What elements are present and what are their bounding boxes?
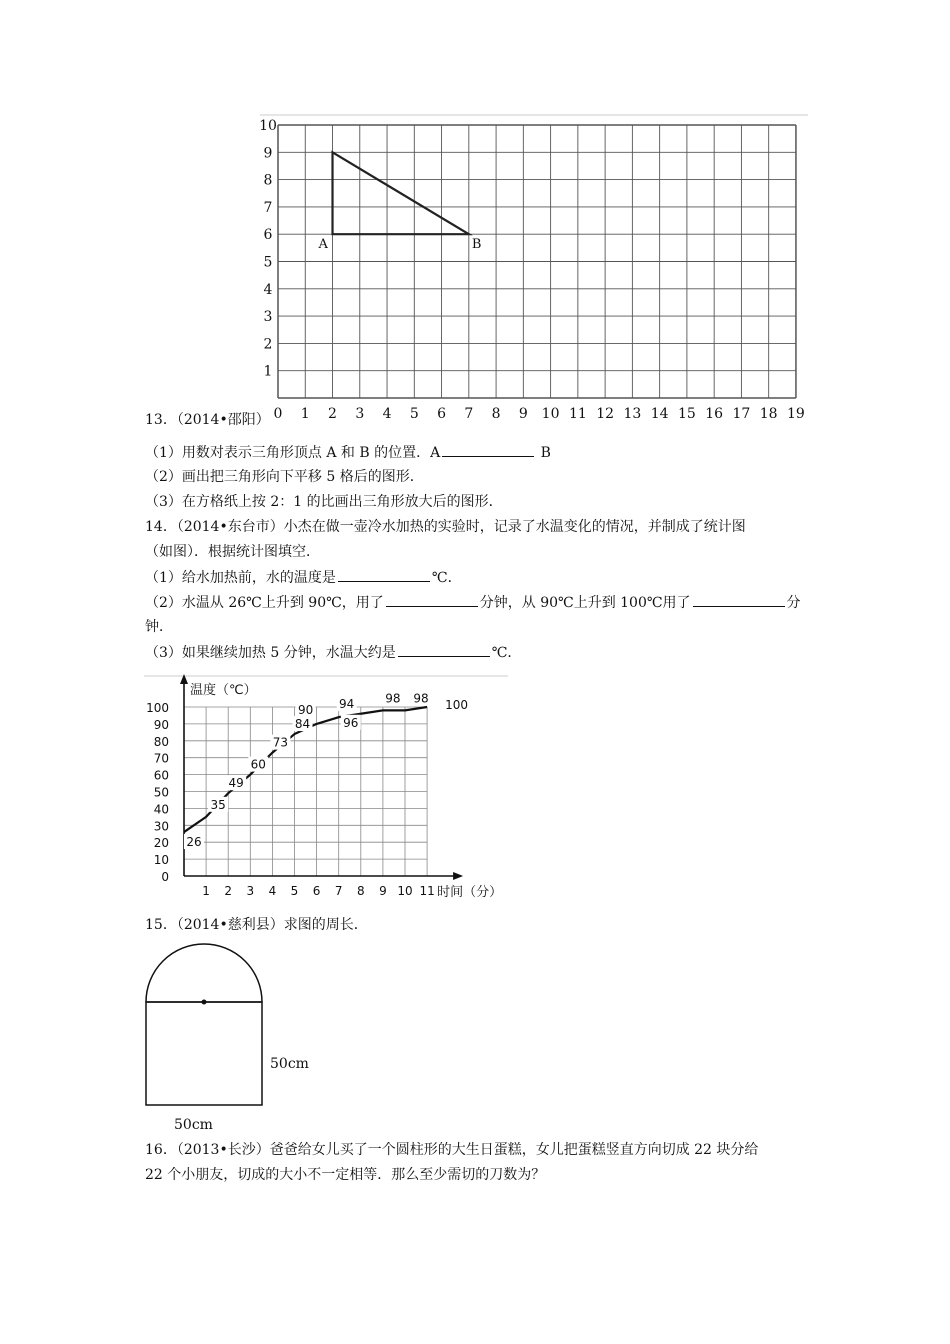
q13-header: 13．（2014•邵阳）: [145, 412, 270, 428]
data-label: 26: [186, 835, 202, 850]
y-tick-label: 100: [146, 701, 169, 715]
answer-blank[interactable]: [338, 567, 430, 582]
q14-line2: （如图）．根据统计图填空．: [145, 544, 320, 560]
x-tick-label: 18: [759, 406, 778, 422]
q13-part3: （3）在方格纸上按 2：1 的比画出三角形放大后的图形．: [145, 494, 503, 510]
q14-part1-text: （1）给水加热前，水的温度是: [145, 570, 336, 586]
data-label: 90: [297, 702, 314, 717]
q14-part2-cont: 钟．: [145, 619, 173, 635]
y-tick-label: 70: [153, 751, 169, 766]
semicircle-arc: [146, 944, 262, 1002]
x-axis-title: 时间（分）: [437, 885, 503, 900]
q13-part1-suffix: B: [536, 445, 551, 461]
x-tick-label: 17: [732, 406, 751, 422]
y-tick-label: 10: [153, 853, 169, 868]
triangle-shape: [333, 152, 469, 234]
y-axis-title: 温度（℃）: [190, 683, 257, 698]
x-tick-label: 1: [300, 406, 310, 422]
q14-part1: [145, 567, 462, 588]
point-b-label: B: [471, 237, 482, 253]
q13-part1-text: （1）用数对表示三角形顶点 A 和 B 的位置．A: [145, 445, 441, 461]
x-tick-label: 7: [464, 406, 474, 422]
y-tick-label: 90: [153, 717, 169, 732]
data-label: 98: [413, 691, 429, 706]
data-label: 60: [250, 757, 266, 772]
x-tick-label: 5: [290, 884, 299, 898]
data-label: 98: [385, 691, 401, 706]
data-label: 35: [210, 797, 226, 812]
q14-part1-suffix: ℃．: [431, 570, 462, 586]
x-tick-label: 11: [419, 884, 435, 898]
x-tick-label: 9: [379, 884, 387, 898]
data-label: 84: [294, 717, 311, 732]
point-a-label: A: [318, 237, 328, 253]
y-tick-label: 9: [263, 145, 273, 162]
x-tick-label: 5: [409, 406, 419, 422]
q13-part1: [145, 442, 551, 463]
x-tick-label: 8: [356, 884, 365, 898]
width-label: 50cm: [174, 1117, 213, 1133]
q16-line2: 22 个小朋友，切成的大小不一定相等．那么至少需切的刀数为？: [145, 1167, 546, 1183]
x-tick-label: 3: [355, 406, 365, 422]
q14-part3: [145, 642, 521, 663]
q14-part2-text: （2）水温从 26℃上升到 90℃，用了: [145, 595, 384, 611]
q14-part2-mid: 分钟，从 90℃上升到 100℃用了: [479, 595, 691, 611]
y-tick-label: 60: [153, 768, 169, 783]
data-label: 49: [228, 776, 244, 791]
height-label: 50cm: [270, 1056, 309, 1072]
answer-blank[interactable]: [442, 442, 534, 457]
y-tick-label: 1: [263, 363, 273, 380]
x-tick-label: 2: [224, 884, 233, 898]
x-tick-label: 0: [273, 406, 283, 422]
data-label: 100: [445, 698, 469, 712]
y-tick-label: 5: [263, 254, 273, 271]
answer-blank[interactable]: [693, 592, 785, 607]
x-tick-label: 2: [328, 406, 337, 422]
data-label: 94: [339, 697, 355, 712]
x-tick-label: 16: [705, 406, 724, 422]
q13-part2: （2）画出把三角形向下平移 5 格后的图形．: [145, 469, 424, 485]
x-tick-label: 4: [382, 406, 392, 422]
x-tick-label: 6: [312, 884, 321, 898]
x-tick-label: 4: [268, 884, 277, 898]
square-shape: [146, 1002, 262, 1105]
semicircle-square-figure: [140, 940, 340, 1135]
q14-line1: 14．（2014•东台市）小杰在做一壶冷水加热的实验时，记录了水温变化的情况，并制成了统计图: [145, 519, 746, 535]
water-temperature-line-chart: [140, 672, 520, 904]
coordinate-grid-figure: [240, 110, 820, 430]
y-tick-label: 40: [153, 802, 169, 817]
y-tick-label: 3: [263, 309, 273, 326]
q14-part2: [145, 592, 801, 613]
y-tick-label: 8: [263, 172, 273, 189]
x-tick-label: 12: [596, 406, 615, 422]
center-dot: [202, 1000, 207, 1005]
x-tick-label: 1: [202, 884, 210, 898]
q15-header: 15．（2014•慈利县）求图的周长．: [145, 917, 368, 933]
x-tick-label: 10: [541, 406, 560, 422]
y-tick-label: 30: [153, 819, 169, 834]
answer-blank[interactable]: [386, 592, 478, 607]
x-tick-label: 6: [437, 406, 447, 422]
y-tick-label: 0: [161, 870, 169, 884]
y-tick-label: 6: [263, 227, 273, 244]
y-tick-label: 4: [263, 281, 273, 298]
x-tick-label: 19: [787, 406, 805, 422]
y-tick-label: 80: [153, 734, 169, 749]
x-tick-label: 9: [518, 406, 528, 422]
y-tick-label: 50: [153, 785, 169, 800]
q14-part3-text: （3）如果继续加热 5 分钟，水温大约是: [145, 645, 396, 661]
x-tick-label: 14: [650, 406, 669, 422]
y-tick-label: 20: [153, 836, 169, 851]
x-tick-label: 7: [334, 884, 343, 898]
x-axis-arrow: [453, 872, 463, 880]
q16-line1: 16．（2013•长沙）爸爸给女儿买了一个圆柱形的大生日蛋糕，女儿把蛋糕竖直方向切成 22 块分给: [145, 1142, 759, 1158]
x-tick-label: 8: [491, 406, 501, 422]
x-tick-label: 13: [623, 406, 642, 422]
x-tick-label: 3: [246, 884, 255, 898]
data-label: 96: [343, 715, 359, 730]
q14-part3-suffix: ℃．: [491, 645, 522, 661]
y-tick-label: 10: [259, 118, 277, 134]
x-tick-label: 10: [397, 884, 413, 898]
q14-part2-suffix: 分: [786, 595, 801, 611]
answer-blank[interactable]: [398, 642, 490, 657]
x-tick-label: 11: [568, 406, 587, 422]
y-tick-label: 2: [263, 336, 273, 353]
data-label: 73: [272, 735, 289, 750]
y-tick-label: 7: [263, 199, 273, 216]
x-tick-label: 15: [677, 406, 696, 422]
